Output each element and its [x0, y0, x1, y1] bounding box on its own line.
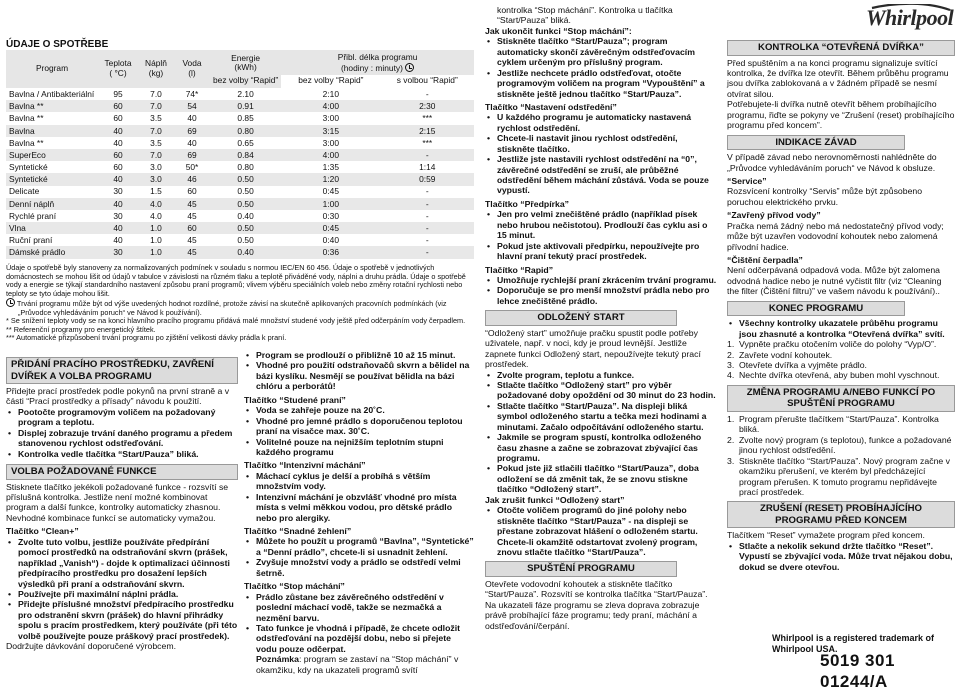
- table-cell: Syntetické: [9, 162, 48, 173]
- table-cell: 95: [113, 88, 123, 99]
- footnote-clock: Trvání programu může být od výše uvedených hodnot rozdílné, protože závisí na skutečně aplikovaných pracovních podmínkách (viz „Průvodce vyhledáváním poruch“ ve Návod k používání).: [6, 298, 472, 317]
- subheading-water: “Zavřený přívod vody”: [727, 210, 821, 221]
- table-cell: -: [381, 198, 475, 210]
- table-cell: 30: [98, 246, 138, 258]
- list-item: • Stiskněte tlačítko “Start/Pauza”; program automaticky skončí závěrečným odstřeďovacím cyklem určeným pro příslušný program.: [485, 36, 717, 67]
- table-row: [6, 149, 474, 161]
- table-cell: Bavlna **: [6, 100, 98, 112]
- table-cell: 60: [113, 113, 123, 124]
- column-3: [485, 5, 717, 631]
- list-item: • Voda se zahřeje pouze na 20˚C.: [244, 405, 474, 415]
- heading-reset: ZRUŠENÍ (RESET) PROBÍHAJÍCÍHO PROGRAMU PŘED KONCEM: [727, 501, 955, 528]
- list-item: 2. Zvolte nový program (s teplotou), funkce a požadované jinou rychlost odstředění.: [727, 434, 952, 456]
- subheading-rinse: Tlačítko “Intenzivní máchání”: [244, 460, 366, 471]
- table-cell: Syntetické: [6, 173, 98, 185]
- list-item: • Stlačte tlačítko “Odložený start” pro výběr požadované doby opoždění od 30 minut do 23 hodin.: [485, 380, 717, 401]
- table-cell: 40: [187, 137, 197, 148]
- table-cell: 2:10: [322, 88, 339, 99]
- list-item: 1. Vypněte pračku otočením voliče do polohy “Vyp/O”.: [727, 339, 937, 350]
- table-cell: 3.0: [138, 173, 174, 185]
- table-cell: 0:59: [381, 173, 475, 185]
- table-cell: ***: [422, 137, 433, 148]
- list-item: • Jestliže jste nastavili rychlost odstředění na “0”, závěrečné odstředění se zruší, ale průběžné odstředění během máchání zůstává. Voda se pouze vypustí.: [485, 154, 717, 196]
- brand-name: Whirlpool: [866, 5, 954, 30]
- table-cell: Rychlé praní: [9, 210, 57, 221]
- list-item: • Vhodné pro jemné prádlo s doporučenou teplotou praní na visačce max. 30˚C.: [244, 416, 474, 437]
- table-row: [6, 210, 474, 222]
- table-cell: 46: [174, 173, 210, 185]
- table-cell: 60: [98, 149, 138, 161]
- footnote-star1: * Se snížení teploty vody se na konci hlavního pracího programu přidává malé množství studené vody ještě před odčerpáním vody čerpadlem.: [6, 316, 466, 326]
- th-naplň: Náplň (kg): [138, 50, 174, 88]
- subheading-pump: “Čištění čerpadla”: [727, 255, 803, 265]
- table-cell: 0.50: [210, 198, 281, 210]
- table-cell: 30: [113, 186, 123, 197]
- list-item: • Zvyšuje množství vody a prádlo se odstředí velmi šetrně.: [244, 557, 474, 578]
- table-row: [6, 112, 474, 124]
- column-2: [244, 350, 474, 675]
- column-4: [727, 38, 955, 572]
- table-cell: 74*: [185, 88, 199, 99]
- clock-icon: [6, 298, 15, 307]
- table-cell: 45: [187, 210, 197, 221]
- table-cell: 7.0: [150, 88, 162, 99]
- table-cell: Bavlna **: [9, 113, 44, 124]
- heading-change: ZMĚNA PROGRAMU A/NEBO FUNKCÍ PO SPUŠTĚNÍ PROGRAMU: [727, 385, 955, 412]
- table-row: [6, 173, 474, 185]
- list-item: 3. Otevřete dvířka a vyjměte prádlo.: [727, 360, 867, 370]
- table-cell: 0.40: [210, 246, 281, 258]
- table-cell: -: [425, 186, 429, 197]
- list-item: • Jestliže nechcete prádlo odstřeďovat, otočte programovým voličem na program “Vypouštění” a stiskněte ještě jednou tlačítko “Start/Pauza”.: [485, 68, 717, 99]
- table-cell: 45: [174, 246, 210, 258]
- table-cell: -: [381, 149, 475, 161]
- text-service: Rozsvícení kontrolky “Servis” může být způsobeno poruchou elektrického prvku.: [727, 186, 923, 207]
- table-cell: 7.0: [138, 149, 174, 161]
- table-row: [6, 88, 474, 100]
- th-voda: Voda (l): [174, 50, 210, 88]
- column-1: [6, 355, 238, 652]
- text-dosage: Dodržujte dávkování doporučené výrobcem.: [6, 641, 176, 652]
- heading-faults: INDIKACE ZÁVAD: [727, 135, 905, 151]
- list-item: • Chcete-li nastavit jinou rychlost odstředění, stiskněte tlačítko.: [485, 133, 717, 154]
- list-item: • Všechny kontrolky ukazatele průběhu programu jsou zhasnuté a kontrolka “Otevřená dvířka” svítí.: [727, 318, 955, 339]
- table-cell: 69: [174, 149, 210, 161]
- list-item: • Otočte voličem programů do jiné polohy nebo stiskněte tlačítko “Start/Pauza” - na displeji se přestane zobrazovat hlášení o odloženém startu. Chcete-li okamžitě odstartovat zvolený program, znovu stlačte tlačítko “Start/Pauza”.: [485, 505, 717, 557]
- table-cell: 3.5: [150, 113, 162, 124]
- heading-detergent: PŘIDÁNÍ PRACÍHO PROSTŘEDKU, ZAVŘENÍ DVÍŘEK A VOLBA PROGRAMU: [6, 357, 238, 384]
- table-row: [6, 222, 474, 234]
- list-item: • Máchací cyklus je delší a probíhá s větším množstvím vody.: [244, 471, 474, 492]
- table-cell: 0.85: [237, 113, 254, 124]
- table-cell: 7.0: [138, 100, 174, 112]
- table-cell: 3.5: [150, 137, 162, 148]
- text-water: Pračka nemá žádný nebo má nedostatečný přívod vody; může být uzavřen vodovodní kohoutek nebo zalomená přívodní hadice.: [727, 220, 944, 252]
- text-faults: V případě závad nebo nerovnoměrnosti nahlédněte do „Průvodce vyhledáváním poruch“ ve Návod k obsluze.: [727, 152, 937, 173]
- table-cell: 1.0: [138, 222, 174, 234]
- table-cell: Delicate: [9, 186, 40, 197]
- table-cell: -: [425, 210, 429, 221]
- subheading-prewash: Tlačítko “Předpírka”: [485, 198, 570, 209]
- table-cell: 0.50: [210, 222, 281, 234]
- list-item: • Umožňuje rychlejší praní zkrácením trvání programu.: [485, 275, 717, 285]
- table-cell: 1:20: [281, 173, 380, 185]
- clock-icon: [405, 63, 414, 72]
- table-cell: 2.10: [237, 88, 254, 99]
- list-item: • Prádlo zůstane bez závěrečného odstředění v poslední máchací vodě, takže se nezmačká a nezmění barvu.: [244, 592, 474, 623]
- th-energie-sub: bez volby “Rapid”: [210, 75, 281, 88]
- table-cell: ***: [422, 113, 433, 124]
- table-cell: 4:00: [281, 100, 380, 112]
- list-item: • Stlačte tlačítko “Start/Pauza”. Na displeji bliká symbol odloženého startu a tečka mezi hodinami a minutami. Začalo odpočítávání odloženého startu.: [485, 401, 717, 432]
- table-cell: 30: [113, 210, 123, 221]
- text-pump: Není odčerpávaná odpadová voda. Může být zalomena odvodná hadice nebo je nutné vyčistit filtr (viz “Cleaning the filter (Čištění filtru)” ve vašem návodu k používání)..: [727, 265, 942, 297]
- text-detergent: Přidejte prací prostředek podle pokynů na první straně a v části “Prací prostředky a přísady” návodu k použití.: [6, 386, 230, 407]
- subheading-cold: Tlačítko “Studené praní”: [244, 394, 346, 405]
- table-cell: 54: [174, 100, 210, 112]
- table-cell: 2:15: [381, 125, 475, 137]
- table-cell: 40: [113, 137, 123, 148]
- table-cell: 0.50: [237, 186, 254, 197]
- table-cell: 1:35: [322, 162, 339, 173]
- table-cell: 0.50: [237, 235, 254, 246]
- subheading-cancel-delay: Jak zrušit funkci “Odložený start”: [485, 494, 625, 505]
- table-cell: 0:40: [322, 235, 339, 246]
- table-cell: 60: [98, 100, 138, 112]
- table-cell: 0.65: [237, 137, 254, 148]
- list-item: • Zvolte program, teplotu a funkce.: [485, 370, 717, 380]
- table-row: [6, 234, 474, 246]
- note: Poznámka: program se zastaví na “Stop máchání” v okamžiku, kdy na ukazateli programů svítí: [256, 654, 459, 675]
- table-cell: 1:00: [281, 198, 380, 210]
- table-cell: 60: [174, 222, 210, 234]
- subheading-iron: Tlačítko “Snadné žehlení”: [244, 526, 352, 536]
- th-delka: Přibl. délka programu (hodiny : minuty): [281, 50, 474, 75]
- table-cell: 0.50: [210, 173, 281, 185]
- subheading-service: “Service”: [727, 175, 767, 186]
- table-cell: Bavlna **: [9, 137, 44, 148]
- table-cell: 50*: [185, 162, 199, 173]
- table-cell: 40: [187, 113, 197, 124]
- table-cell: 40: [113, 235, 123, 246]
- th-energie: Energie (kWh): [210, 50, 281, 75]
- heading-end: KONEC PROGRAMU: [727, 301, 905, 317]
- list-item: • Zvolte tuto volbu, jestliže používáte předpírání pomocí prostředků na odstraňování skvrn (prášek, například „Vanish“) - dojde k optimalizaci účinnosti předpíracího prostředku pro dosažení lepších výsledků při praní a odstraňování skvrn.: [6, 537, 238, 589]
- table-cell: 1.5: [150, 186, 162, 197]
- table-cell: 3.0: [150, 162, 162, 173]
- table-cell: 3:00: [322, 137, 339, 148]
- list-item: 2. Zavřete vodní kohoutek.: [727, 349, 833, 360]
- table-cell: 60: [187, 186, 197, 197]
- table-cell: 40: [98, 198, 138, 210]
- table-cell: 4.0: [138, 198, 174, 210]
- list-item: • Pootočte programovým voličem na požadovaný program a teplotu.: [6, 407, 238, 428]
- text-door-2: Potřebujete-li dvířka nutně otevřít během probíhajícího programu, řiďte se pokyny ve “Zrušení (reset) probíhajícího programu před koncem”.: [727, 99, 955, 131]
- list-item: • Vhodné pro použití odstraňovačů skvrn a bělidel na bázi kyslíku. Nesmějí se používat bělidla na bázi chlóru a perborátů!: [244, 360, 474, 391]
- table-cell: 3:00: [322, 113, 339, 124]
- subheading-clean: Tlačítko “Clean+”: [6, 526, 79, 537]
- table-cell: 0.80: [210, 125, 281, 137]
- list-item: • Přidejte příslušné množství předpíracího prostředku pro odstranění skvrn (prášek) do hlavní přihrádky spolu s pracím prostředkem, který používáte (při této volbě používejte pouze práškový prací prostředek).: [6, 599, 238, 641]
- consumption-title: ÚDAJE O SPOTŘEBE: [6, 39, 109, 50]
- table-cell: 0.40: [237, 210, 254, 221]
- table-cell: -: [425, 235, 429, 246]
- list-item: • Intenzivní máchání je obzvlášť vhodné pro místa místa s velmi měkkou vodou, pro dětské prádlo nebo pro alergiky.: [244, 492, 474, 523]
- table-cell: 1.0: [150, 235, 162, 246]
- list-item: • Program se prodlouží o přibližně 10 až 15 minut.: [244, 350, 474, 360]
- document-code: 5019 301 01244/A: [820, 651, 895, 687]
- list-item: 1. Program přerušte tlačítkem “Start/Pauza”. Kontrolka bliká.: [727, 413, 939, 435]
- subheading-spin: Tlačítko “Nastavení odstředění”: [485, 101, 617, 112]
- list-item: • Jakmile se program spustí, kontrolka odloženého času zhasne a začne se zobrazovat zbývající čas programu.: [485, 432, 717, 463]
- list-item: • U každého programu je automaticky nastavená rychlost odstředění.: [485, 112, 717, 133]
- table-cell: Bavlna: [6, 125, 98, 137]
- table-cell: 0:45: [322, 186, 339, 197]
- text-door-1: Před spuštěním a na konci programu signalizuje svítící kontrolka, že dvířka lze otevřít. Během průběhu programu jsou dvířka zablokovaná a v žádném případě se nesmí otvírat silou.: [727, 57, 949, 99]
- trademark-note: Whirlpool is a registered trademark of Whirlpool USA.: [772, 633, 935, 654]
- subheading-end-rinse-hold: Jak ukončit funkci “Stop máchání”:: [485, 25, 632, 36]
- list-item: • Stlačte a nekolik sekund držte tlačítko “Reset”. Vypustí se zbývající voda. Může trvat nějakou dobu, dokud se dvere otevřou.: [727, 541, 955, 572]
- table-row: [6, 100, 474, 112]
- list-item: 4. Nechte dvířka otevřená, aby buben mohl vyschnout.: [727, 370, 940, 381]
- table-cell: Dámské prádlo: [6, 246, 98, 258]
- table-row: [6, 186, 474, 198]
- table-cell: 69: [174, 125, 210, 137]
- table-row: [6, 246, 474, 258]
- heading-delay: ODLOŽENÝ START: [485, 310, 677, 326]
- heading-start: SPUŠTĚNÍ PROGRAMU: [485, 561, 677, 577]
- table-cell: 4.0: [150, 210, 162, 221]
- table-cell: 0.91: [210, 100, 281, 112]
- table-cell: 40: [98, 125, 138, 137]
- table-cell: Vlna: [6, 222, 98, 234]
- table-cell: 0:45: [281, 222, 380, 234]
- subheading-rinse-hold: Tlačítko “Stop máchání”: [244, 581, 345, 592]
- table-footnotes: [6, 264, 472, 343]
- table-row: [6, 198, 474, 210]
- table-cell: Denní náplň: [6, 198, 98, 210]
- table-cell: 40: [98, 222, 138, 234]
- text-start: Otevřete vodovodní kohoutek a stiskněte tlačítko “Start/Pauza”. Rozsvítí se kontrolka tlačítka “Start/Pauza”. Na ukazateli fáze programu se zleva doprava zobrazuje právě probíhající fáze programu; tedy praní, máchání a odstřeďování/čerpání.: [485, 578, 708, 631]
- table-cell: 0.84: [210, 149, 281, 161]
- table-cell: 45: [187, 235, 197, 246]
- table-cell: SuperEco: [6, 149, 98, 161]
- subheading-rapid: Tlačítko “Rapid”: [485, 264, 554, 275]
- table-cell: 0.80: [237, 162, 254, 173]
- consumption-table: [6, 50, 474, 259]
- footnote-star2: ** Referenční programy pro energetický štítek.: [6, 324, 156, 334]
- list-item: • Používejte při maximální náplni prádla.: [6, 589, 238, 599]
- table-row: [6, 125, 474, 137]
- table-row: [6, 161, 474, 173]
- table-cell: -: [381, 222, 475, 234]
- text-reset: Tlačítkem “Reset” vymažete program před koncem.: [727, 530, 925, 541]
- list-item: • Kontrolka vedle tlačítka “Start/Pauza” bliká.: [6, 449, 238, 459]
- table-cell: Ruční praní: [9, 235, 53, 246]
- list-item: • Pokud jste aktivovali předpírku, nepoužívejte pro hlavní praní tekutý prací prostředek.: [485, 241, 717, 262]
- list-item: • Displej zobrazuje trvání daného programu a předem stanovenou rychlost odstřeďování.: [6, 428, 238, 449]
- table-row: [6, 137, 474, 149]
- list-item: • Volitelné pouze na nejnižším teplotním stupni každého programu: [244, 437, 474, 458]
- heading-function: VOLBA POŽADOVANÉ FUNKCE: [6, 464, 238, 480]
- table-cell: -: [425, 88, 429, 99]
- table-cell: 1.0: [138, 246, 174, 258]
- text-delay: “Odložený start” umožňuje pračku spustit podle potřeby uživatele, např. v noci, kdy je proud levnější. Jestliže zapnete funkci Odložený start, nepoužívejte tekutý prací prostředek.: [485, 327, 701, 370]
- footnote-main: Údaje o spotřebě byly stanoveny za normalizovaných podmínek v souladu s normou IEC/EN 60 456. Údaje o spotřebě v jednotlivých domácnostech se mohou lišit od údajů v tabulce v závislosti na různém tlaku a teplotě přiváděné vody, náplni a druhu prádla. Údaje o spotřebě vody a energie se týkají standardního nastavení způsobu praní programů; vlivem výběru speciálních voleb nebo změny rotační rychlosti nebo teploty se tyto údaje mohou lišit.: [6, 263, 466, 298]
- table-cell: Bavlna / Antibakteriální: [9, 88, 95, 99]
- table-cell: 4:00: [281, 149, 380, 161]
- list-item: • Pokud jste již stlačili tlačítko “Start/Pauza”, doba odložení se dá změnit tak, že se znovu stiskne tlačítko “Odložený start”.: [485, 463, 717, 494]
- heading-door: KONTROLKA “OTEVŘENÁ DVÍŘKA”: [727, 40, 955, 56]
- table-cell: 2:30: [381, 100, 475, 112]
- footnote-star3: *** Automatické přizpůsobení trvání programu po zjištění velikosti dávky prádla k praní.: [6, 333, 287, 343]
- table-cell: 1:14: [419, 162, 436, 173]
- table-cell: -: [381, 246, 475, 258]
- table-cell: 3:15: [281, 125, 380, 137]
- th-program: Program: [6, 50, 98, 88]
- list-item: • Můžete ho použít u programů “Bavlna”, “Syntetické” a “Denní prádlo”, chcete-li si usnadnit žehlení.: [244, 536, 474, 557]
- table-cell: 0:36: [281, 246, 380, 258]
- list-item: • Jen pro velmi znečištěné prádlo (například písek nebo hrubou nečistotou). Prodlouží čas cyklu asi o 15 minut.: [485, 209, 717, 240]
- th-delka-left: bez volby “Rapid”: [281, 75, 380, 88]
- table-cell: 40: [98, 173, 138, 185]
- table-cell: 7.0: [138, 125, 174, 137]
- list-item: • Doporučuje se pro menší množství prádla nebo pro lehce znečištěné prádlo.: [485, 285, 717, 306]
- th-teplota: Teplota ( °C): [98, 50, 138, 88]
- text-continue: kontrolka “Stop máchání”. Kontrolka u tlačítka “Start/Pauza” bliká.: [497, 5, 673, 26]
- list-item: 3. Stiskněte tlačítko “Start/Pauza”. Nový program začne v okamžiku přerušení, ve kterém byl předcházející program přerušen. K tomuto programu nepřidávejte prací prostředek.: [727, 455, 950, 497]
- table-cell: 60: [113, 162, 123, 173]
- text-function: Stisknete tlačítko jekékoli požadované funkce - rozsvítí se příslušná kontrolka. Jestliže není možné kombinovat program a další funkce, kontrolky automaticky zhasnou. Nevhodné kombinace funkcí se automaticky vymažou.: [6, 481, 229, 523]
- table-cell: 45: [174, 198, 210, 210]
- list-item: • Tato funkce je vhodná i případě, že chcete odložit odstřeďování na pozdější dobu, nebo si přejete vodu pouze odčerpat.: [244, 623, 474, 654]
- table-cell: 0:30: [322, 210, 339, 221]
- th-delka-right: s volbou “Rapid”: [381, 75, 475, 88]
